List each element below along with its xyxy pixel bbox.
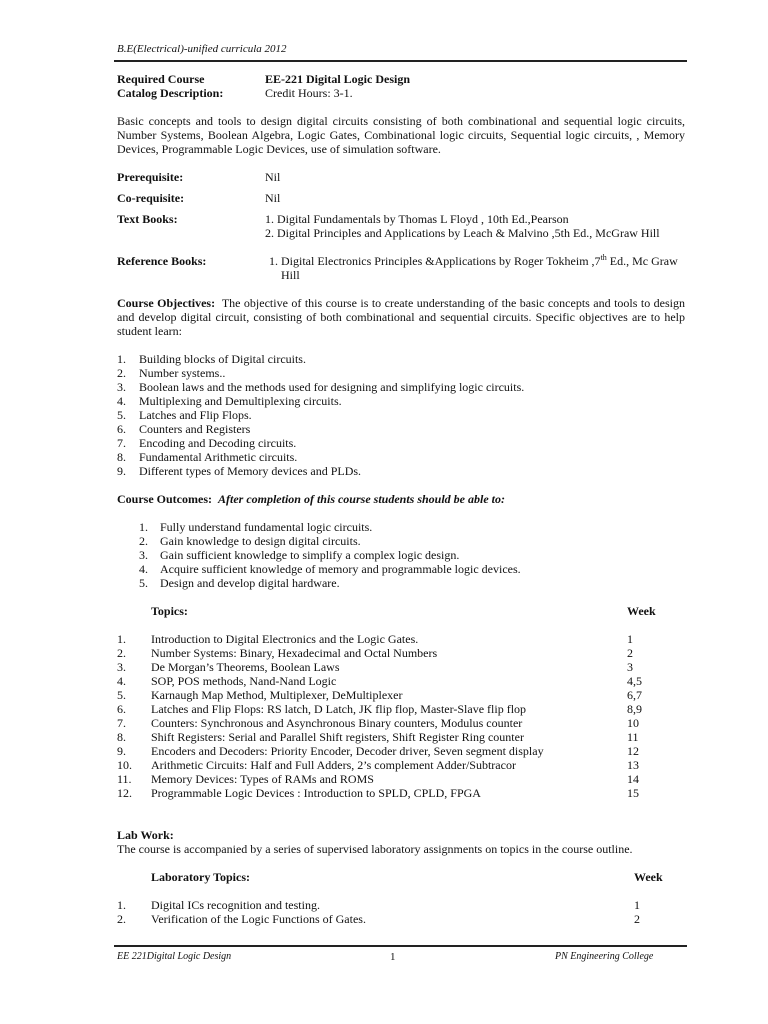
list-item-text: SOP, POS methods, Nand-Nand Logic — [151, 674, 337, 688]
list-item — [117, 702, 677, 716]
week-value: 2 — [634, 912, 640, 926]
list-item-number: 3. — [139, 548, 148, 562]
list-item — [117, 380, 677, 394]
list-item-number: 4. — [117, 674, 126, 688]
week-value: 11 — [627, 730, 639, 744]
textbook-item: 1. Digital Fundamentals by Thomas L Floyd , 10th Ed.,Pearson — [265, 212, 569, 226]
course-objectives-label: Course Objectives: — [117, 296, 216, 310]
catalog-description-label: Catalog Description: — [117, 86, 224, 100]
prerequisite-label: Prerequisite: — [117, 170, 184, 184]
list-item — [117, 898, 677, 912]
week-value: 4,5 — [627, 674, 642, 688]
lab-week-header: Week — [634, 870, 663, 884]
list-item-number: 2. — [139, 534, 148, 548]
list-item-number: 3. — [117, 380, 126, 394]
list-item-number: 1. — [139, 520, 148, 534]
list-item-number: 4. — [139, 562, 148, 576]
corequisite-label: Co-requisite: — [117, 191, 185, 205]
list-item-number: 7. — [117, 436, 126, 450]
list-item — [117, 758, 677, 772]
list-item-number: 7. — [117, 716, 126, 730]
list-item-text: Arithmetic Circuits: Half and Full Adders, 2’s complement Adder/Subtracor — [151, 758, 516, 772]
list-item — [117, 674, 677, 688]
page-number: 1 — [390, 951, 396, 963]
lab-topics-list — [117, 898, 677, 926]
course-objectives: Course Objectives: The objective of this course is to create understanding of the basic concepts and tools to design and develop digital circuit, consisting of both combinational and sequential circuits. Specific objectives are to help student learn: — [117, 296, 685, 338]
lab-work-intro: The course is accompanied by a series of supervised laboratory assignments on topics in the course outline. — [117, 842, 633, 856]
list-item-number: 5. — [117, 688, 126, 702]
list-item-text: Building blocks of Digital circuits. — [139, 352, 306, 366]
list-item — [117, 366, 677, 380]
list-item-number: 8. — [117, 450, 126, 464]
list-item-text: Fundamental Arithmetic circuits. — [139, 450, 298, 464]
list-item-number: 6. — [117, 702, 126, 716]
list-item-number: 8. — [117, 730, 126, 744]
list-item — [117, 422, 677, 436]
list-item — [139, 548, 679, 562]
list-item-text: Number Systems: Binary, Hexadecimal and Octal Numbers — [151, 646, 438, 660]
list-item-text: Encoders and Decoders: Priority Encoder, Decoder driver, Seven segment display — [151, 744, 544, 758]
list-item-text: Boolean laws and the methods used for designing and simplifying logic circuits. — [139, 380, 525, 394]
list-item-number: 1. — [117, 352, 126, 366]
list-item-text: Number systems.. — [139, 366, 226, 380]
list-item — [117, 352, 677, 366]
list-item-number: 6. — [117, 422, 126, 436]
list-item — [117, 660, 677, 674]
list-item-text: Shift Registers: Serial and Parallel Shift registers, Shift Register Ring counter — [151, 730, 524, 744]
list-item-text: Encoding and Decoding circuits. — [139, 436, 297, 450]
list-item — [117, 394, 677, 408]
footer-course: EE 221Digital Logic Design — [117, 951, 232, 962]
list-item — [117, 730, 677, 744]
list-item-text: Digital ICs recognition and testing. — [151, 898, 320, 912]
list-item — [139, 534, 679, 548]
list-item — [139, 520, 679, 534]
prerequisite-value: Nil — [265, 170, 281, 184]
list-item-number: 1. — [117, 632, 126, 646]
list-item — [117, 716, 677, 730]
list-item — [117, 688, 677, 702]
list-item — [117, 786, 677, 800]
week-value: 10 — [627, 716, 639, 730]
list-item-number: 3. — [117, 660, 126, 674]
course-title: EE-221 Digital Logic Design — [265, 72, 411, 86]
list-item — [117, 436, 677, 450]
list-item-number: 12. — [117, 786, 132, 800]
list-item-text: Latches and Flip Flops: RS latch, D Latch, JK flip flop, Master-Slave flip flop — [151, 702, 527, 716]
list-item-text: Gain sufficient knowledge to simplify a complex logic design. — [160, 548, 460, 562]
list-item — [117, 408, 677, 422]
running-header: B.E(Electrical)-unified curricula 2012 — [117, 43, 287, 55]
list-item — [117, 464, 677, 478]
list-item — [139, 562, 679, 576]
list-item-number: 5. — [117, 408, 126, 422]
list-item-number: 1. — [117, 898, 126, 912]
textbooks-label: Text Books: — [117, 212, 178, 226]
list-item-number: 2. — [117, 912, 126, 926]
catalog-description: Basic concepts and tools to design digital circuits consisting of both combinational and sequential logic circuits, Number Systems, Boolean Algebra, Logic Gates, Combinational logic circuits, Sequential logic circuits, , Memory Devices, Programmable Logic Devices, use of simulation software. — [117, 114, 685, 156]
list-item-number: 5. — [139, 576, 148, 590]
corequisite-value: Nil — [265, 191, 281, 205]
week-value: 1 — [634, 898, 640, 912]
footer-college: PN Engineering College — [555, 951, 654, 962]
list-item — [139, 576, 679, 590]
list-item — [117, 744, 677, 758]
list-item-text: De Morgan’s Theorems, Boolean Laws — [151, 660, 340, 674]
course-outcomes-heading: Course Outcomes: After completion of this course students should be able to: — [117, 492, 505, 506]
week-value: 1 — [627, 632, 633, 646]
lab-work-label: Lab Work: — [117, 828, 174, 842]
list-item-text: Different types of Memory devices and PLDs. — [139, 464, 362, 478]
credit-hours: Credit Hours: 3-1. — [265, 86, 353, 100]
week-value: 13 — [627, 758, 639, 772]
week-value: 14 — [627, 772, 639, 786]
week-value: 3 — [627, 660, 633, 674]
outcomes-list — [139, 520, 679, 590]
reference-book-item: 1. Digital Electronics Principles &Applications by Roger Tokheim ,7th Ed., Mc Graw — [269, 253, 678, 268]
list-item-text: Acquire sufficient knowledge of memory and programmable logic devices. — [160, 562, 521, 576]
list-item-number: 11. — [117, 772, 132, 786]
list-item-text: Latches and Flip Flops. — [139, 408, 252, 422]
list-item-number: 4. — [117, 394, 126, 408]
list-item-text: Gain knowledge to design digital circuits. — [160, 534, 361, 548]
list-item — [117, 912, 677, 926]
list-item-text: Introduction to Digital Electronics and the Logic Gates. — [151, 632, 419, 646]
list-item — [117, 450, 677, 464]
topics-header: Topics: — [151, 604, 188, 618]
week-value: 12 — [627, 744, 639, 758]
week-value: 8,9 — [627, 702, 642, 716]
required-course-label: Required Course — [117, 72, 205, 86]
header-rule — [114, 60, 687, 62]
list-item-number: 2. — [117, 366, 126, 380]
reference-book-continuation: Hill — [281, 268, 300, 282]
topics-week-header: Week — [627, 604, 656, 618]
list-item-text: Verification of the Logic Functions of Gates. — [151, 912, 366, 926]
lab-topics-header: Laboratory Topics: — [151, 870, 251, 884]
list-item-text: Counters: Synchronous and Asynchronous Binary counters, Modulus counter — [151, 716, 523, 730]
list-item-number: 2. — [117, 646, 126, 660]
list-item-text: Memory Devices: Types of RAMs and ROMS — [151, 772, 374, 786]
list-item-text: Multiplexing and Demultiplexing circuits. — [139, 394, 342, 408]
topics-list — [117, 632, 677, 800]
list-item-text: Counters and Registers — [139, 422, 251, 436]
list-item — [117, 772, 677, 786]
list-item-text: Programmable Logic Devices : Introduction to SPLD, CPLD, FPGA — [151, 786, 481, 800]
list-item — [117, 646, 677, 660]
footer-rule — [114, 945, 687, 947]
list-item-number: 10. — [117, 758, 132, 772]
week-value: 6,7 — [627, 688, 642, 702]
list-item-number: 9. — [117, 464, 126, 478]
textbook-item: 2. Digital Principles and Applications by Leach & Malvino ,5th Ed., McGraw Hill — [265, 226, 660, 240]
week-value: 15 — [627, 786, 639, 800]
list-item — [117, 632, 677, 646]
objectives-list — [117, 352, 677, 478]
week-value: 2 — [627, 646, 633, 660]
list-item-text: Karnaugh Map Method, Multiplexer, DeMultiplexer — [151, 688, 403, 702]
list-item-text: Fully understand fundamental logic circuits. — [160, 520, 373, 534]
list-item-number: 9. — [117, 744, 126, 758]
reference-books-label: Reference Books: — [117, 254, 207, 268]
list-item-text: Design and develop digital hardware. — [160, 576, 340, 590]
